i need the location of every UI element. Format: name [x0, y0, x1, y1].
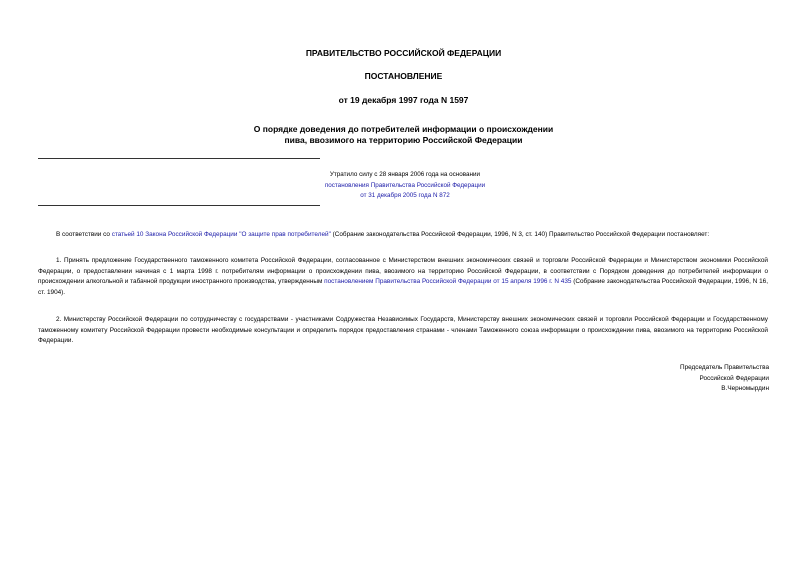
- preamble-text-before: В соответствии со: [56, 231, 112, 238]
- document-type-heading: ПОСТАНОВЛЕНИЕ: [364, 71, 443, 81]
- document-title-line-2: пива, ввозимого на территорию Российской Федерации: [284, 135, 523, 145]
- decree-435-link[interactable]: постановлением Правительства Российской Федерации от 15 апреля 1996 г. N 435: [324, 278, 572, 286]
- top-divider: [38, 158, 320, 159]
- paragraph-item-2: 2. Министерству Российской Федерации по сотрудничеству с государствами - участниками Содружества Независимых Государств, Министерству внешних экономических связей и торговли Российской Федерации и Государственному таможенному комитету Российской Федерации провести необходимые консультации и определить порядок предоставления странами - членами Таможенного союза информации о происхождении пива, ввозимого на территорию Российской Федерации.: [38, 316, 768, 345]
- paragraph-item-1: [38, 256, 768, 298]
- status-note-link-date[interactable]: от 31 декабря 2005 года N 872: [360, 192, 450, 199]
- signature-name: В.Черномырдин: [721, 385, 769, 393]
- document-title-line-1: О порядке доведения до потребителей информации о происхождении: [253, 124, 554, 134]
- preamble-text-after: (Собрание законодательства Российской Федерации, 1996, N 3, ст. 140) Правительство Российской Федерации постановляет:: [330, 231, 710, 238]
- date-number-heading: от 19 декабря 1997 года N 1597: [338, 95, 469, 105]
- law-article-link[interactable]: статьей 10 Закона Российской Федерации "О защите прав потребителей": [111, 231, 331, 238]
- item-1-text-after: (Собрание законодательства Российской Федерации, 1996, N 16, ст. 1904).: [38, 278, 768, 296]
- signature-position: Председатель Правительства: [680, 364, 769, 371]
- bottom-divider: [38, 205, 320, 206]
- signature-block: [680, 363, 769, 395]
- government-heading: ПРАВИТЕЛЬСТВО РОССИЙСКОЙ ФЕДЕРАЦИИ: [305, 48, 502, 58]
- paragraph-preamble: [38, 230, 768, 241]
- item-1-text-before: 1. Принять предложение Государственного таможенного комитета Российской Федерации, согласованное с Министерством внешних экономических связей и торговли Российской Федерации и Министерством экономики Российской Федерации, о предоставлении начиная с 1 марта 1998 г. потребителям информации о происхождении пива, ввозимого на территорию Российской Федерации, в соответствии с Порядком доведения до потребителей информации о происхождении алкогольной и табачной продукции иностранного производства, утвержденным: [38, 257, 768, 286]
- signature-country: Российской Федерации: [699, 374, 769, 382]
- status-note-text: Утратило силу с 28 января 2006 года на основании: [329, 171, 481, 178]
- status-note-link-decree[interactable]: постановления Правительства Российской Федерации: [324, 181, 486, 189]
